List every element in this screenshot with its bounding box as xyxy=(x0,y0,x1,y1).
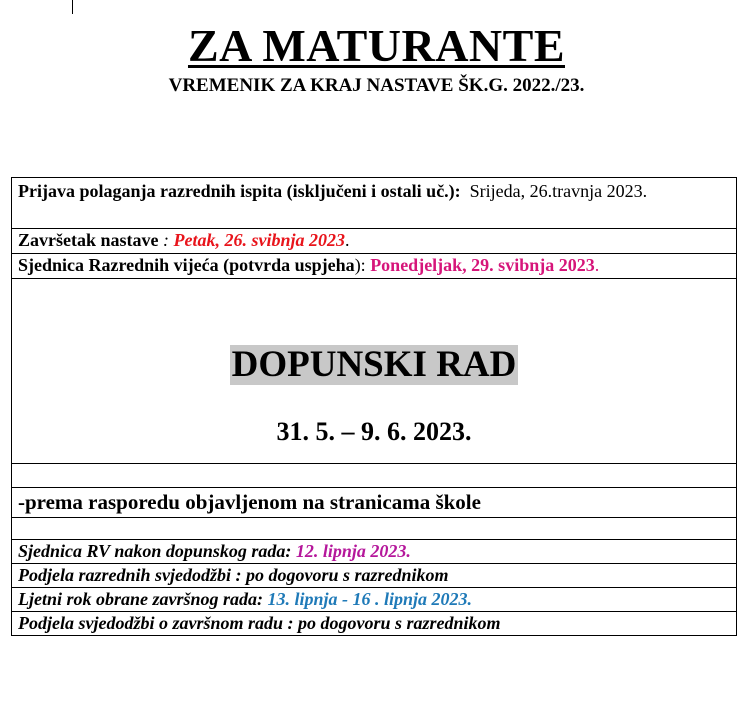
zavrsetak-value: Petak, 26. svibnja 2023 xyxy=(173,230,345,250)
prijava-value: Srijeda, 26.travnja 2023. xyxy=(469,181,648,201)
table-row-sjednica xyxy=(12,254,737,279)
table-cell xyxy=(12,464,737,488)
table-cell xyxy=(12,488,737,518)
table-cell xyxy=(12,564,737,588)
table-cell xyxy=(12,229,737,254)
table-cell xyxy=(12,588,737,612)
zavrsetak-label: Završetak nastave xyxy=(18,230,159,250)
dopunski-heading: DOPUNSKI RAD xyxy=(231,344,517,385)
table-cell xyxy=(12,279,737,464)
zavrsetak-separator: : xyxy=(158,230,174,250)
table-cell xyxy=(12,518,737,540)
ljetni-rok-label: Ljetni rok obrane završnog rada: xyxy=(18,589,268,609)
table-row-prijava xyxy=(12,178,737,229)
table-cell xyxy=(12,178,737,229)
sjednica-end: . xyxy=(594,255,600,275)
zavrsetak-end: . xyxy=(345,230,350,250)
table-row-empty xyxy=(12,464,737,488)
text-cursor xyxy=(72,0,73,14)
table-row-empty xyxy=(12,518,737,540)
table-cell xyxy=(12,254,737,279)
raspored-text: -prema rasporedu objavljenom na stranicama škole xyxy=(18,490,481,514)
sjednica-separator: ): xyxy=(354,255,371,275)
dopunski-dates: 31. 5. – 9. 6. 2023. xyxy=(276,417,472,446)
sjednica-label: Sjednica Razrednih vijeća (potvrda uspjeha xyxy=(18,255,355,275)
sjednica-rv-label: Sjednica RV nakon dopunskog rada: xyxy=(18,541,296,561)
page-title: ZA MATURANTE xyxy=(187,20,565,71)
table-row-raspored xyxy=(12,488,737,518)
table-row-sjednica-rv xyxy=(12,540,737,564)
table-row-ljetni-rok xyxy=(12,588,737,612)
schedule-table xyxy=(11,177,737,636)
table-row-zavrsetak xyxy=(12,229,737,254)
page-subtitle: VREMENIK ZA KRAJ NASTAVE ŠK.G. 2022./23. xyxy=(168,75,585,96)
podjela-svjedodzbi-text: Podjela razrednih svjedodžbi : po dogovoru s razrednikom xyxy=(18,565,449,585)
sjednica-rv-value: 12. lipnja 2023. xyxy=(295,541,411,561)
table-row-podjela-zavrsni xyxy=(12,612,737,636)
table-row-podjela-svjedodzbi xyxy=(12,564,737,588)
sjednica-value: Ponedjeljak, 29. svibnja 2023 xyxy=(370,255,595,275)
table-cell xyxy=(12,612,737,636)
prijava-label: Prijava polaganja razrednih ispita (isključeni i ostali uč.): xyxy=(18,181,461,201)
table-row-dopunski xyxy=(12,279,737,464)
podjela-zavrsni-text: Podjela svjedodžbi o završnom radu : po dogovoru s razrednikom xyxy=(18,613,501,633)
table-cell xyxy=(12,540,737,564)
ljetni-rok-value: 13. lipnja - 16 . lipnja 2023. xyxy=(267,589,473,609)
